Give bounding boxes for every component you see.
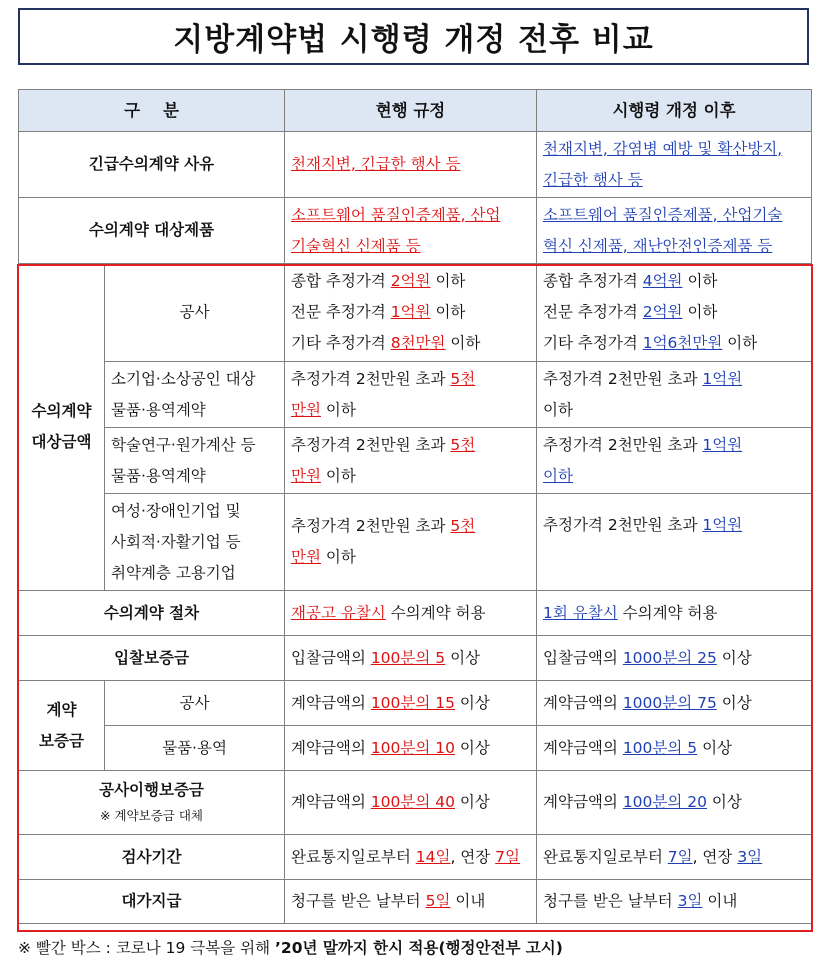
text: , 연장 — [450, 847, 496, 866]
text: 이하 — [430, 303, 466, 321]
cell-current — [285, 681, 537, 726]
group-label-line: 계약 — [46, 700, 77, 719]
blue-value: 1000분의 25 — [622, 648, 717, 667]
sub-label — [105, 494, 285, 591]
cell-line: 천재지변, 감염병 예방 및 확산방지, — [543, 139, 783, 158]
row-amount-vulnerable — [19, 494, 812, 591]
cell-after — [537, 494, 812, 591]
text: 이상 — [445, 648, 481, 667]
text: 기타 추정가격 — [543, 334, 643, 352]
blue-value: 7일 — [667, 847, 693, 866]
cell-after — [537, 636, 812, 681]
text: 추정가격 2천만원 초과 — [543, 369, 703, 388]
row-label: 긴급수의계약 사유 — [19, 132, 285, 198]
red-value: 5일 — [425, 892, 451, 910]
text: 이내 — [702, 892, 738, 910]
cell-current — [285, 132, 537, 198]
text: 이상 — [697, 738, 733, 757]
cell-line: 긴급한 행사 등 — [543, 170, 643, 189]
cell-line: 기술혁신 신제품 등 — [291, 236, 421, 255]
cell-line: 소프트웨어 품질인증제품, 산업 — [291, 205, 501, 224]
red-value: 14일 — [415, 847, 451, 866]
text: 이내 — [450, 892, 486, 910]
row-payment — [19, 880, 812, 924]
row-products — [19, 198, 812, 264]
group-label-line: 수의계약 — [31, 402, 92, 420]
footnote — [18, 935, 563, 961]
cell-line: 소프트웨어 품질인증제품, 산업기술 — [543, 205, 783, 224]
blue-value: 1억원 — [702, 516, 743, 534]
text: 수의계약 허용 — [617, 603, 718, 622]
blue-value: 1회 유찰시 — [543, 603, 618, 622]
text: 이하 — [320, 466, 356, 485]
text: 종합 추정가격 — [543, 272, 643, 290]
row-label — [19, 771, 285, 835]
cell-current — [285, 264, 537, 362]
text: 추정가격 2천만원 초과 — [291, 369, 451, 388]
text: 이상 — [455, 738, 490, 757]
cell-after — [537, 362, 812, 428]
cell-after — [537, 591, 812, 636]
cell-after — [537, 428, 812, 494]
footnote-text: ※ 빨간 박스 : 코로나 19 극복을 위해 — [18, 939, 276, 957]
sub-label-line: 여성·장애인기업 및 — [111, 501, 241, 520]
cell-current — [285, 880, 537, 924]
red-value: 만원 — [291, 466, 321, 485]
blue-value: 1억원 — [702, 369, 743, 388]
text: 전문 추정가격 — [543, 303, 643, 321]
red-value: 100분의 15 — [370, 693, 455, 712]
header-row — [19, 90, 812, 132]
text: 이상 — [707, 793, 742, 811]
text: 이하 — [543, 400, 573, 419]
text: 계약금액의 — [543, 793, 623, 811]
text: 이하 — [430, 272, 466, 290]
cell-after — [537, 198, 812, 264]
comparison-table — [18, 89, 812, 924]
text: 이상 — [716, 693, 752, 712]
cell-current — [285, 494, 537, 591]
text: 입찰금액의 — [291, 648, 371, 667]
cell-current — [285, 636, 537, 681]
cell-current — [285, 198, 537, 264]
row-amount-construction — [19, 264, 812, 362]
red-value: 100분의 10 — [370, 738, 455, 757]
red-value: 5천 — [450, 369, 476, 388]
text: , 연장 — [692, 847, 738, 866]
sub-label-line: 물품·용역계약 — [111, 466, 206, 485]
cell-after — [537, 132, 812, 198]
red-value: 2억원 — [390, 272, 431, 290]
red-value: 100분의 5 — [370, 648, 446, 667]
blue-value: 4억원 — [642, 272, 683, 290]
cell-line: 혁신 신제품, 재난안전인증제품 등 — [543, 236, 773, 255]
sub-label-line: 취약계층 고용기업 — [111, 563, 236, 582]
text: 이하 — [445, 334, 481, 352]
red-value: 100분의 40 — [370, 793, 455, 811]
sub-label-line: 사회적·자활기업 등 — [111, 532, 241, 551]
blue-value: 3일 — [677, 892, 703, 910]
group-label-line: 대상금액 — [31, 433, 92, 451]
header-current: 현행 규정 — [285, 90, 537, 132]
red-value: 재공고 유찰시 — [291, 603, 386, 622]
sub-label-line: 소기업·소상공인 대상 — [111, 369, 256, 388]
text: 이상 — [716, 648, 752, 667]
blue-value: 1억원 — [702, 435, 743, 454]
row-urgent — [19, 132, 812, 198]
row-bid-bond — [19, 636, 812, 681]
red-value: 1억원 — [390, 303, 431, 321]
cell-current — [285, 726, 537, 771]
red-value: 만원 — [291, 400, 321, 419]
text: 추정가격 2천만원 초과 — [543, 516, 703, 534]
text: 계약금액의 — [543, 693, 623, 712]
text: 계약금액의 — [291, 693, 371, 712]
text: 계약금액의 — [543, 738, 623, 757]
red-value: 만원 — [291, 548, 321, 566]
sub-label: 공사 — [105, 681, 285, 726]
cell-after — [537, 681, 812, 726]
red-value: 7일 — [495, 847, 521, 866]
group-label-line: 보증금 — [39, 731, 84, 750]
row-contract-bond-construction — [19, 681, 812, 726]
text: 전문 추정가격 — [291, 303, 391, 321]
cell-after — [537, 726, 812, 771]
row-contract-bond-goods — [19, 726, 812, 771]
blue-value: 이하 — [543, 466, 573, 485]
blue-value: 3일 — [737, 847, 763, 866]
group-label-amount — [19, 264, 105, 591]
row-inspection — [19, 835, 812, 880]
text: 기타 추정가격 — [291, 334, 391, 352]
text: 이하 — [320, 400, 356, 419]
text: 이상 — [455, 793, 490, 811]
cell-current — [285, 362, 537, 428]
page-title — [18, 8, 809, 65]
text: 이상 — [455, 693, 490, 712]
sub-label: 물품·용역 — [105, 726, 285, 771]
row-performance-bond — [19, 771, 812, 835]
cell-current — [285, 428, 537, 494]
red-value: 5천 — [450, 435, 476, 454]
row-label: 입찰보증금 — [19, 636, 285, 681]
sub-label — [105, 362, 285, 428]
text: 이하 — [682, 272, 718, 290]
text: 입찰금액의 — [543, 648, 623, 667]
cell-after — [537, 880, 812, 924]
footnote-bold-text: ’20년 말까지 한시 적용(행정안전부 고시) — [275, 939, 563, 957]
text: 계약금액의 — [291, 793, 371, 811]
blue-value: 100분의 5 — [622, 738, 698, 757]
sub-label-line: 학술연구·원가계산 등 — [111, 435, 256, 454]
text: 청구를 받은 날부터 — [291, 892, 426, 910]
sub-label: 공사 — [105, 264, 285, 362]
text: 종합 추정가격 — [291, 272, 391, 290]
cell-current — [285, 591, 537, 636]
text: 계약금액의 — [291, 738, 371, 757]
text: 이하 — [722, 334, 758, 352]
header-category: 구 분 — [19, 90, 285, 132]
text: 완료통지일로부터 — [291, 847, 416, 866]
sub-label-line: 물품·용역계약 — [111, 400, 206, 419]
cell-current — [285, 771, 537, 835]
text: 완료통지일로부터 — [543, 847, 668, 866]
text: 이하 — [320, 548, 356, 566]
row-label-note: ※ 계약보증금 대체 — [100, 807, 203, 823]
row-label-text: 공사이행보증금 — [99, 780, 204, 799]
text: 추정가격 2천만원 초과 — [543, 435, 703, 454]
text: 수의계약 허용 — [385, 603, 486, 622]
cell-after — [537, 771, 812, 835]
red-value: 5천 — [450, 517, 476, 535]
cell-after — [537, 835, 812, 880]
cell-after — [537, 264, 812, 362]
header-after: 시행령 개정 이후 — [537, 90, 812, 132]
blue-value: 1억6천만원 — [642, 334, 723, 352]
cell-current — [285, 835, 537, 880]
row-amount-research — [19, 428, 812, 494]
row-label: 대가지급 — [19, 880, 285, 924]
row-procedure — [19, 591, 812, 636]
red-value: 8천만원 — [390, 334, 446, 352]
text: 추정가격 2천만원 초과 — [291, 517, 451, 535]
row-amount-smallbiz — [19, 362, 812, 428]
page-title-text: 지방계약법 시행령 개정 전후 비교 — [173, 22, 654, 58]
text: 청구를 받은 날부터 — [543, 892, 678, 910]
blue-value: 1000분의 75 — [622, 693, 717, 712]
blue-value: 100분의 20 — [622, 793, 707, 811]
text: 추정가격 2천만원 초과 — [291, 435, 451, 454]
blue-value: 2억원 — [642, 303, 683, 321]
cell-text: 천재지변, 긴급한 행사 등 — [291, 155, 461, 173]
row-label: 수의계약 대상제품 — [19, 198, 285, 264]
row-label: 수의계약 절차 — [19, 591, 285, 636]
sub-label — [105, 428, 285, 494]
text: 이하 — [682, 303, 718, 321]
group-label-contract-bond — [19, 681, 105, 771]
row-label: 검사기간 — [19, 835, 285, 880]
